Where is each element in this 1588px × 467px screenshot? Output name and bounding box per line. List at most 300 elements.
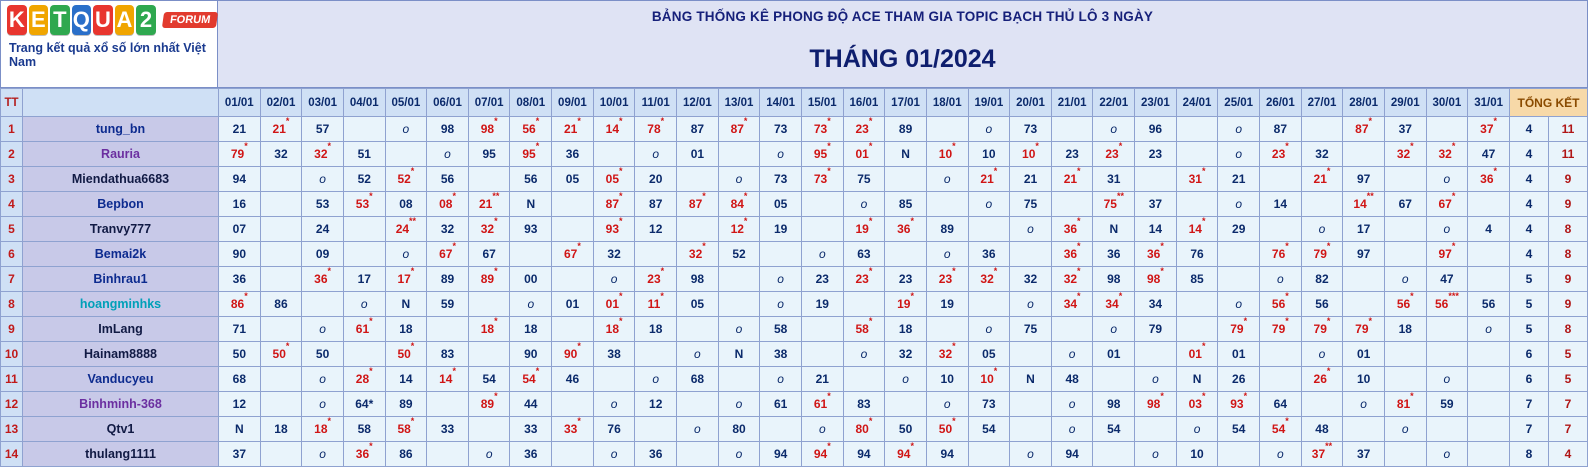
cell-r14-d29: [1384, 442, 1426, 467]
cell-r9-d28: 79*: [1343, 317, 1385, 342]
cell-r8-d13: [718, 292, 760, 317]
cell-r7-d1: 36: [219, 267, 261, 292]
cell-r9-d15: [801, 317, 843, 342]
cell-r5-d22: N: [1093, 217, 1135, 242]
cell-r5-d28: 17: [1343, 217, 1385, 242]
cell-r12-d16: 83: [843, 392, 885, 417]
cell-r2-d23: 23: [1135, 142, 1177, 167]
row-total-blue: 5: [1510, 267, 1549, 292]
cell-r4-d3: 53: [302, 192, 344, 217]
cell-r7-d12: 98: [677, 267, 719, 292]
cell-r8-d20: o: [1010, 292, 1052, 317]
table-row: [1, 442, 1588, 467]
cell-r10-d9: 90*: [552, 342, 594, 367]
cell-r1-d29: 37: [1384, 117, 1426, 142]
logo-letter-3: T: [50, 5, 70, 35]
cell-r10-d30: [1426, 342, 1468, 367]
cell-r4-d23: 37: [1135, 192, 1177, 217]
row-index: 7: [1, 267, 23, 292]
cell-r9-d7: 18*: [468, 317, 510, 342]
cell-r10-d11: [635, 342, 677, 367]
cell-r8-d31: 56: [1468, 292, 1510, 317]
header-day-23: 23/01: [1135, 89, 1177, 117]
cell-r9-d21: [1051, 317, 1093, 342]
cell-r13-d24: o: [1176, 417, 1218, 442]
cell-r1-d6: 98: [427, 117, 469, 142]
table-row: [1, 192, 1588, 217]
cell-r5-d14: 19: [760, 217, 802, 242]
header-day-18: 18/01: [926, 89, 968, 117]
row-username[interactable]: Bepbon: [23, 192, 219, 217]
cell-r14-d20: o: [1010, 442, 1052, 467]
cell-r6-d31: [1468, 242, 1510, 267]
table-body: [1, 117, 1588, 467]
cell-r1-d19: o: [968, 117, 1010, 142]
cell-r7-d7: 89*: [468, 267, 510, 292]
cell-r13-d30: [1426, 417, 1468, 442]
cell-r2-d17: N: [885, 142, 927, 167]
cell-r1-d1: 21: [219, 117, 261, 142]
cell-r9-d6: [427, 317, 469, 342]
cell-r11-d8: 54*: [510, 367, 552, 392]
cell-r14-d1: 37: [219, 442, 261, 467]
table-row: [1, 117, 1588, 142]
cell-r8-d1: 86*: [219, 292, 261, 317]
cell-r8-d23: 34: [1135, 292, 1177, 317]
cell-r4-d6: 08*: [427, 192, 469, 217]
row-index: 1: [1, 117, 23, 142]
logo-subtitle: Trang kết quả xổ số lớn nhất Việt Nam: [9, 41, 206, 69]
row-username[interactable]: Binhminh-368: [23, 392, 219, 417]
cell-r1-d27: [1301, 117, 1343, 142]
cell-r11-d20: N: [1010, 367, 1052, 392]
cell-r12-d28: o: [1343, 392, 1385, 417]
row-index: 3: [1, 167, 23, 192]
table-row: [1, 242, 1588, 267]
cell-r9-d1: 71: [219, 317, 261, 342]
cell-r9-d19: o: [968, 317, 1010, 342]
cell-r2-d1: 79*: [219, 142, 261, 167]
cell-r10-d31: [1468, 342, 1510, 367]
cell-r6-d17: [885, 242, 927, 267]
cell-r14-d24: 10: [1176, 442, 1218, 467]
logo-letters: [7, 5, 217, 35]
row-username[interactable]: thulang1111: [23, 442, 219, 467]
cell-r6-d25: [1218, 242, 1260, 267]
cell-r10-d2: 50*: [260, 342, 302, 367]
cell-r13-d26: 54*: [1260, 417, 1302, 442]
cell-r13-d25: 54: [1218, 417, 1260, 442]
cell-r1-d15: 73*: [801, 117, 843, 142]
cell-r7-d23: 98*: [1135, 267, 1177, 292]
cell-r1-d8: 56*: [510, 117, 552, 142]
cell-r14-d5: 86: [385, 442, 427, 467]
header-day-31: 31/01: [1468, 89, 1510, 117]
cell-r1-d10: 14*: [593, 117, 635, 142]
cell-r11-d7: 54: [468, 367, 510, 392]
cell-r10-d25: 01: [1218, 342, 1260, 367]
cell-r8-d25: o: [1218, 292, 1260, 317]
row-total-red: 5: [1549, 342, 1588, 367]
header-day-9: 09/01: [552, 89, 594, 117]
row-username[interactable]: Miendathua6683: [23, 167, 219, 192]
cell-r7-d24: 85: [1176, 267, 1218, 292]
cell-r13-d23: [1135, 417, 1177, 442]
cell-r14-d27: 37**: [1301, 442, 1343, 467]
table-row: [1, 367, 1588, 392]
cell-r7-d21: 32*: [1051, 267, 1093, 292]
cell-r14-d8: 36: [510, 442, 552, 467]
cell-r12-d11: 12: [635, 392, 677, 417]
cell-r5-d11: 12: [635, 217, 677, 242]
cell-r13-d15: o: [801, 417, 843, 442]
cell-r13-d27: 48: [1301, 417, 1343, 442]
header-day-16: 16/01: [843, 89, 885, 117]
cell-r3-d4: 52: [343, 167, 385, 192]
cell-r5-d27: o: [1301, 217, 1343, 242]
cell-r7-d31: [1468, 267, 1510, 292]
row-index: 10: [1, 342, 23, 367]
cell-r11-d30: o: [1426, 367, 1468, 392]
row-total-red: 9: [1549, 292, 1588, 317]
cell-r4-d11: 87: [635, 192, 677, 217]
cell-r8-d21: 34*: [1051, 292, 1093, 317]
cell-r1-d21: [1051, 117, 1093, 142]
cell-r14-d14: 94: [760, 442, 802, 467]
row-username[interactable]: Bemai2k: [23, 242, 219, 267]
cell-r11-d13: [718, 367, 760, 392]
cell-r12-d23: 98*: [1135, 392, 1177, 417]
header-day-26: 26/01: [1260, 89, 1302, 117]
row-username[interactable]: tung_bn: [23, 117, 219, 142]
cell-r13-d20: [1010, 417, 1052, 442]
cell-r7-d27: 82: [1301, 267, 1343, 292]
cell-r1-d3: 57: [302, 117, 344, 142]
cell-r7-d26: o: [1260, 267, 1302, 292]
cell-r14-d15: 94*: [801, 442, 843, 467]
cell-r12-d10: o: [593, 392, 635, 417]
cell-r11-d14: o: [760, 367, 802, 392]
row-index: 5: [1, 217, 23, 242]
cell-r2-d9: 36: [552, 142, 594, 167]
cell-r5-d10: 93*: [593, 217, 635, 242]
cell-r9-d10: 18*: [593, 317, 635, 342]
page-header: [0, 0, 1588, 88]
cell-r11-d27: 26*: [1301, 367, 1343, 392]
cell-r8-d12: 05: [677, 292, 719, 317]
cell-r3-d7: [468, 167, 510, 192]
cell-r14-d4: 36*: [343, 442, 385, 467]
cell-r14-d21: 94: [1051, 442, 1093, 467]
cell-r8-d9: 01: [552, 292, 594, 317]
header-day-19: 19/01: [968, 89, 1010, 117]
cell-r4-d19: o: [968, 192, 1010, 217]
header-day-7: 07/01: [468, 89, 510, 117]
cell-r14-d7: o: [468, 442, 510, 467]
cell-r9-d17: 18: [885, 317, 927, 342]
cell-r14-d2: [260, 442, 302, 467]
cell-r12-d1: 12: [219, 392, 261, 417]
cell-r7-d13: [718, 267, 760, 292]
cell-r6-d6: 67*: [427, 242, 469, 267]
cell-r6-d13: 52: [718, 242, 760, 267]
cell-r9-d23: 79: [1135, 317, 1177, 342]
cell-r8-d11: 11*: [635, 292, 677, 317]
cell-r7-d5: 17*: [385, 267, 427, 292]
cell-r3-d19: 21*: [968, 167, 1010, 192]
cell-r13-d9: 33*: [552, 417, 594, 442]
cell-r4-d26: 14: [1260, 192, 1302, 217]
cell-r3-d1: 94: [219, 167, 261, 192]
cell-r14-d11: 36: [635, 442, 677, 467]
cell-r5-d26: [1260, 217, 1302, 242]
cell-r6-d8: [510, 242, 552, 267]
cell-r7-d3: 36*: [302, 267, 344, 292]
cell-r14-d18: 94: [926, 442, 968, 467]
cell-r11-d23: o: [1135, 367, 1177, 392]
cell-r1-d24: [1176, 117, 1218, 142]
cell-r4-d7: 21**: [468, 192, 510, 217]
cell-r3-d30: o: [1426, 167, 1468, 192]
cell-r7-d6: 89: [427, 267, 469, 292]
cell-r4-d1: 16: [219, 192, 261, 217]
cell-r13-d17: 50: [885, 417, 927, 442]
cell-r10-d19: 05: [968, 342, 1010, 367]
cell-r11-d10: [593, 367, 635, 392]
cell-r5-d4: [343, 217, 385, 242]
cell-r1-d14: 73: [760, 117, 802, 142]
cell-r13-d6: 33: [427, 417, 469, 442]
row-username[interactable]: Tranvy777: [23, 217, 219, 242]
cell-r7-d19: 32*: [968, 267, 1010, 292]
cell-r11-d18: 10: [926, 367, 968, 392]
cell-r14-d22: [1093, 442, 1135, 467]
title-block: [218, 0, 1588, 88]
cell-r8-d26: 56*: [1260, 292, 1302, 317]
cell-r4-d9: [552, 192, 594, 217]
cell-r2-d25: o: [1218, 142, 1260, 167]
row-total-blue: 4: [1510, 117, 1549, 142]
row-username[interactable]: ImLang: [23, 317, 219, 342]
cell-r5-d6: 32: [427, 217, 469, 242]
cell-r13-d14: [760, 417, 802, 442]
cell-r11-d26: [1260, 367, 1302, 392]
cell-r4-d17: 85: [885, 192, 927, 217]
cell-r13-d22: 54: [1093, 417, 1135, 442]
row-index: 14: [1, 442, 23, 467]
cell-r6-d16: 63: [843, 242, 885, 267]
cell-r2-d8: 95*: [510, 142, 552, 167]
cell-r3-d6: 56: [427, 167, 469, 192]
header-day-17: 17/01: [885, 89, 927, 117]
cell-r9-d30: [1426, 317, 1468, 342]
row-total-red: 5: [1549, 367, 1588, 392]
row-total-blue: 7: [1510, 417, 1549, 442]
cell-r12-d22: 98: [1093, 392, 1135, 417]
cell-r9-d8: 18: [510, 317, 552, 342]
cell-r13-d16: 80*: [843, 417, 885, 442]
cell-r5-d24: 14*: [1176, 217, 1218, 242]
cell-r14-d9: [552, 442, 594, 467]
cell-r2-d21: 23: [1051, 142, 1093, 167]
cell-r2-d27: 32: [1301, 142, 1343, 167]
cell-r1-d25: o: [1218, 117, 1260, 142]
cell-r8-d18: 19: [926, 292, 968, 317]
cell-r13-d18: 50*: [926, 417, 968, 442]
cell-r4-d21: [1051, 192, 1093, 217]
table-row: [1, 217, 1588, 242]
cell-r10-d17: 32: [885, 342, 927, 367]
cell-r5-d30: o: [1426, 217, 1468, 242]
row-index: 12: [1, 392, 23, 417]
cell-r6-d26: 76*: [1260, 242, 1302, 267]
cell-r2-d26: 23*: [1260, 142, 1302, 167]
logo-letter-4: Q: [72, 5, 92, 35]
cell-r14-d23: o: [1135, 442, 1177, 467]
row-username[interactable]: Rauria: [23, 142, 219, 167]
cell-r7-d15: 23: [801, 267, 843, 292]
cell-r3-d20: 21: [1010, 167, 1052, 192]
cell-r14-d16: 94: [843, 442, 885, 467]
cell-r14-d28: 37: [1343, 442, 1385, 467]
cell-r1-d30: [1426, 117, 1468, 142]
cell-r5-d20: o: [1010, 217, 1052, 242]
cell-r2-d7: 95: [468, 142, 510, 167]
cell-r8-d3: [302, 292, 344, 317]
cell-r7-d2: [260, 267, 302, 292]
cell-r11-d6: 14*: [427, 367, 469, 392]
cell-r4-d14: 05: [760, 192, 802, 217]
cell-r8-d4: o: [343, 292, 385, 317]
cell-r10-d22: 01: [1093, 342, 1135, 367]
cell-r8-d6: 59: [427, 292, 469, 317]
cell-r3-d22: 31: [1093, 167, 1135, 192]
row-total-blue: 6: [1510, 342, 1549, 367]
cell-r8-d2: 86: [260, 292, 302, 317]
cell-r14-d26: o: [1260, 442, 1302, 467]
cell-r12-d5: 89: [385, 392, 427, 417]
cell-r12-d26: 64: [1260, 392, 1302, 417]
cell-r1-d7: 98*: [468, 117, 510, 142]
cell-r5-d13: 12*: [718, 217, 760, 242]
cell-r10-d16: o: [843, 342, 885, 367]
logo-letter-5: U: [93, 5, 113, 35]
cell-r3-d16: 75: [843, 167, 885, 192]
cell-r6-d15: o: [801, 242, 843, 267]
cell-r10-d26: [1260, 342, 1302, 367]
row-total-blue: 5: [1510, 317, 1549, 342]
row-username[interactable]: Qtv1: [23, 417, 219, 442]
row-total-red: 11: [1549, 142, 1588, 167]
cell-r4-d12: 87*: [677, 192, 719, 217]
cell-r8-d30: 56***: [1426, 292, 1468, 317]
cell-r6-d10: 32: [593, 242, 635, 267]
cell-r11-d31: [1468, 367, 1510, 392]
header-day-12: 12/01: [677, 89, 719, 117]
row-total-blue: 7: [1510, 392, 1549, 417]
cell-r3-d9: 05: [552, 167, 594, 192]
cell-r11-d28: 10: [1343, 367, 1385, 392]
cell-r11-d21: 48: [1051, 367, 1093, 392]
cell-r1-d9: 21*: [552, 117, 594, 142]
header-day-29: 29/01: [1384, 89, 1426, 117]
cell-r9-d20: 75: [1010, 317, 1052, 342]
cell-r5-d17: 36*: [885, 217, 927, 242]
cell-r10-d18: 32*: [926, 342, 968, 367]
cell-r5-d18: 89: [926, 217, 968, 242]
cell-r12-d20: [1010, 392, 1052, 417]
cell-r8-d19: [968, 292, 1010, 317]
cell-r8-d17: 19*: [885, 292, 927, 317]
stats-table: [0, 88, 1588, 467]
row-total-blue: 4: [1510, 217, 1549, 242]
header-name: [23, 89, 219, 117]
row-username[interactable]: Vanducyeu: [23, 367, 219, 392]
header-total: TỔNG KẾT: [1510, 89, 1588, 117]
cell-r11-d22: [1093, 367, 1135, 392]
cell-r8-d8: o: [510, 292, 552, 317]
cell-r9-d11: 18: [635, 317, 677, 342]
cell-r3-d8: 56: [510, 167, 552, 192]
cell-r12-d29: 81*: [1384, 392, 1426, 417]
cell-r4-d28: 14**: [1343, 192, 1385, 217]
cell-r6-d22: 36: [1093, 242, 1135, 267]
cell-r5-d7: 32*: [468, 217, 510, 242]
cell-r11-d1: 68: [219, 367, 261, 392]
row-total-red: 7: [1549, 392, 1588, 417]
cell-r6-d11: [635, 242, 677, 267]
cell-r4-d30: 67*: [1426, 192, 1468, 217]
cell-r5-d9: [552, 217, 594, 242]
cell-r10-d29: [1384, 342, 1426, 367]
header-day-25: 25/01: [1218, 89, 1260, 117]
cell-r1-d20: 73: [1010, 117, 1052, 142]
cell-r2-d2: 32: [260, 142, 302, 167]
cell-r3-d13: o: [718, 167, 760, 192]
cell-r7-d20: 32: [1010, 267, 1052, 292]
cell-r7-d18: 23*: [926, 267, 968, 292]
cell-r3-d31: 36*: [1468, 167, 1510, 192]
header-day-1: 01/01: [219, 89, 261, 117]
cell-r10-d23: [1135, 342, 1177, 367]
cell-r9-d29: 18: [1384, 317, 1426, 342]
cell-r12-d12: [677, 392, 719, 417]
cell-r14-d10: o: [593, 442, 635, 467]
cell-r10-d24: 01*: [1176, 342, 1218, 367]
cell-r9-d26: 79*: [1260, 317, 1302, 342]
cell-r6-d21: 36*: [1051, 242, 1093, 267]
cell-r11-d3: o: [302, 367, 344, 392]
table-row: [1, 267, 1588, 292]
cell-r2-d28: [1343, 142, 1385, 167]
row-username[interactable]: Hainam8888: [23, 342, 219, 367]
site-logo[interactable]: [0, 0, 218, 88]
row-username[interactable]: Binhrau1: [23, 267, 219, 292]
cell-r3-d12: [677, 167, 719, 192]
table-row: [1, 167, 1588, 192]
table-row: [1, 142, 1588, 167]
cell-r3-d29: [1384, 167, 1426, 192]
header-day-8: 08/01: [510, 89, 552, 117]
cell-r2-d4: 51: [343, 142, 385, 167]
cell-r3-d5: 52*: [385, 167, 427, 192]
row-username[interactable]: hoangminhks: [23, 292, 219, 317]
cell-r11-d12: 68: [677, 367, 719, 392]
header-day-3: 03/01: [302, 89, 344, 117]
cell-r8-d7: [468, 292, 510, 317]
logo-letter-2: E: [29, 5, 49, 35]
cell-r6-d14: [760, 242, 802, 267]
